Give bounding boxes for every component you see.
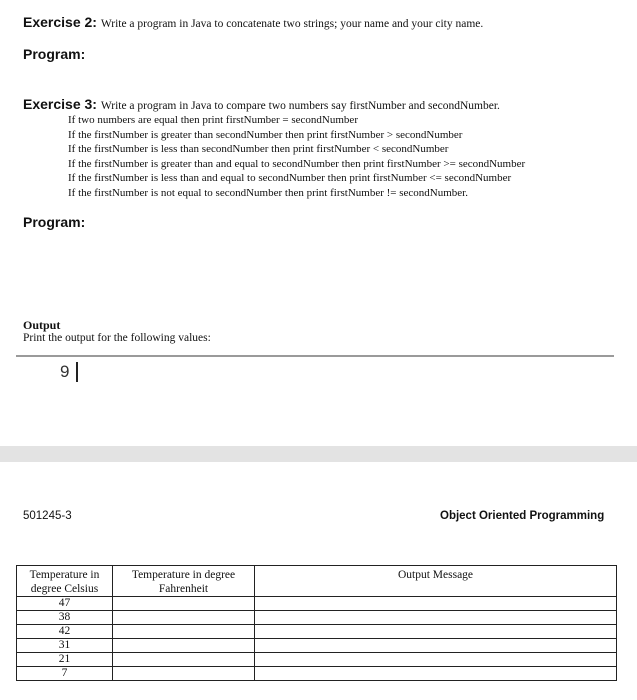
fahrenheit-cell[interactable] [113,667,255,681]
celsius-cell: 38 [17,611,113,625]
header-output-message: Output Message [255,566,617,597]
output-cell[interactable] [255,667,617,681]
course-code: 501245-3 [23,510,72,522]
page-break-gap [0,446,637,462]
output-cell[interactable] [255,611,617,625]
table-row [17,639,617,653]
rule-line: If the firstNumber is greater than and equal to secondNumber then print firstNumber >= secondNumber [68,157,526,170]
program-label-2: Program: [23,214,86,230]
table-row [17,597,617,611]
exercise-3-heading [23,96,500,112]
rule-line: If the firstNumber is greater than secondNumber then print firstNumber > secondNumber [68,128,463,141]
fahrenheit-cell[interactable] [113,639,255,653]
header-fahrenheit: Temperature in degree Fahrenheit [113,566,255,597]
table-row [17,625,617,639]
rule-line: If two numbers are equal then print firstNumber = secondNumber [68,114,358,126]
output-cell[interactable] [255,653,617,667]
celsius-cell: 47 [17,597,113,611]
rule-line: If the firstNumber is less than secondNumber then print firstNumber < secondNumber [68,143,449,156]
exercise-3-rules [68,113,525,201]
table-row [17,667,617,681]
celsius-cell: 21 [17,653,113,667]
page-divider [16,355,614,357]
course-title: Object Oriented Programming [440,510,605,522]
celsius-cell: 31 [17,639,113,653]
output-cell[interactable] [255,639,617,653]
output-description: Print the output for the following values: [23,332,211,344]
output-title: Output [23,318,61,332]
fahrenheit-cell[interactable] [113,597,255,611]
rule-line: If the firstNumber is not equal to secondNumber then print firstNumber != secondNumber. [68,186,468,199]
output-cell[interactable] [255,597,617,611]
table-row [17,653,617,667]
celsius-cell: 42 [17,625,113,639]
temperature-table [16,565,617,681]
page-number: 9 [60,362,70,381]
program-label-1: Program: [23,46,86,62]
header-celsius: Temperature in degree Celsius [17,566,113,597]
exercise-3-label: Exercise 3: [23,96,97,112]
fahrenheit-cell[interactable] [113,625,255,639]
rule-line: If the firstNumber is less than and equal to secondNumber then print firstNumber <= secondNumber [68,172,512,185]
exercise-3-text: Write a program in Java to compare two numbers say firstNumber and secondNumber. [100,100,500,112]
table-header-row [17,566,617,597]
exercise-2-label: Exercise 2: [23,14,97,30]
exercise-2-heading [23,14,483,30]
exercise-2-text: Write a program in Java to concatenate two strings; your name and your city name. [100,18,484,30]
output-cell[interactable] [255,625,617,639]
table-row [17,611,617,625]
text-cursor [76,362,78,382]
celsius-cell: 7 [17,667,113,681]
fahrenheit-cell[interactable] [113,653,255,667]
fahrenheit-cell[interactable] [113,611,255,625]
